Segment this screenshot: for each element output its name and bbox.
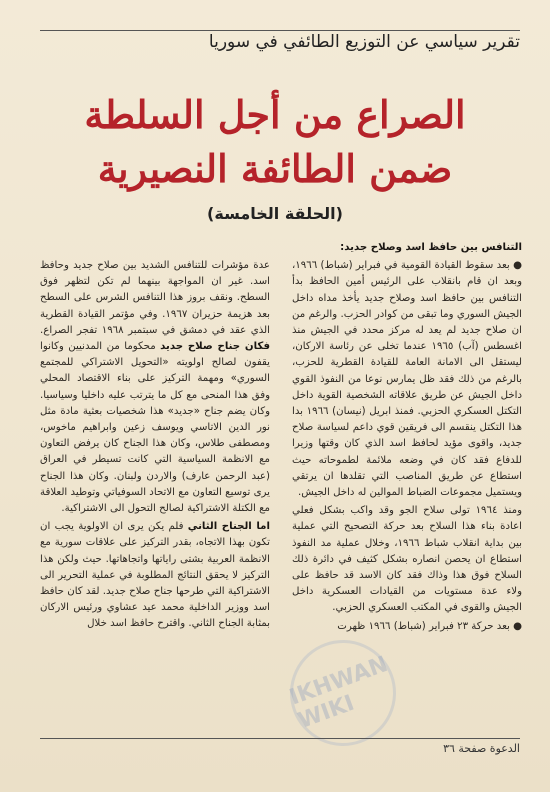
left-paragraph-1-continued: محكوما من المدنيين وكانوا يقفون لصالح اولويته «التحويل الاشتراكي للمجتمع السوري» ومهمة التركيز على بناء الاقتصاد المحلي وفق هذا المنحى مع كل ما يترتب عليه داخليا وسياسيا. وكان يضم جناح «جديد» هذا شخصيات بعثية مادة مثل نور الدين الاتاسي ويوسف زعين وابراهيم ماخوس، ومصطفى طلاس، وكان هذا الجناح كان يرفض التعاون مع الانظمة السياسية التي كانت تسيطر في العراق (عبد الرحمن عارف) والاردن ولبنان. وكان هذا الجناح يرى توسيع التعاون مع الاتحاد السوفياتي وتوطيد العلاقة مع الكتلة الاشتراكية لصالح التحول الى الاشتراكية. [40, 341, 270, 515]
headline-line-2: ضمن الطائفة النصيرية [97, 146, 453, 191]
left-paragraph-1 [40, 258, 270, 517]
right-paragraph-1: ● بعد سقوط القيادة القومية في فبراير (شباط) ١٩٦٦، وبعد ان قام بانقلاب على الرئيس أمين الحافظ بدأ التنافس بين حافظ اسد وصلاح جديد يأخذ مداه داخل الجيش السوري وما تبقى من كوادر الحزب. والرغم من ان صلاح جديد لم يعد له مركز محدد في الجيش منذ اغسطس (آب) ١٩٦٥ عندما تخلى عن رئاسة الاركان، ليستقل الى الامانة العامة للقيادة القطرية للحزب، بالرغم من ذلك فقد ظل يمارس نوعا من النفوذ القوي داخل الجيش عن طريق علاقاته الشخصية القوية داخل التكتل العسكري الحزبي. فمنذ ابريل (نيسان) ١٩٦٦ بدا هذا التكتل ينقسم الى فريقين قوي داعم لسياسة صلاح جديد، واقوى مؤيد لحافظ اسد الذي كان وقتها وزيرا للدفاع فقد كان في وضعه ملائمة لطموحاته حيث استطاع عن طريق المناصب التي تقلدها ان يرتقي ويستميل مجموعات الضباط الموالين له داخل الجيش. [292, 260, 522, 499]
left-paragraph-2-head: اما الجناح الثاني [187, 521, 270, 533]
headline-line-1: الصراع من أجل السلطة [84, 92, 466, 137]
article-headline [70, 88, 480, 196]
installment-label: (الحلقة الخامسة) [207, 204, 343, 223]
right-paragraph-3: ● بعد حركة ٢٣ فبراير (شباط) ١٩٦٦ ظهرت [337, 620, 522, 632]
left-paragraph-1-text: عدة مؤشرات للتنافس الشديد بين صلاح جديد وحافظ اسد. غير ان المواجهة بينهما لم تكن لتظهر فوق السطح. ونقف بروز هذا التنافس الشرس على السطح بعد هزيمة حزيران ١٩٦٧. وفي مؤتمر القيادة القطرية الذي عقد في دمشق في سبتمبر ١٩٦٨ تفجر الصراع. [40, 260, 270, 336]
left-column [40, 258, 270, 738]
header-rule [40, 30, 520, 31]
right-paragraph-2: ومنذ ١٩٦٤ تولى سلاح الجو وقد واكب بشكل فعلي اعادة بناء هذا السلاح بعد حركة التصحيح التي عملية بين بداية انقلاب شباط ١٩٦٦، وخلال عملية مد النفوذ استطاع ان يحصن انصاره بشكل كثيف في دائرة ذلك السلاح فوق هذا وذاك فقد كان الاسد قد حافظ على ولاء عدة مستويات من القيادات العسكرية داخل الجيش والقوى في المكتب العسكري الحزبي. [292, 505, 522, 614]
left-paragraph-1-bold: فكان جناح صلاح جديد [160, 341, 270, 353]
footer-rule [40, 738, 520, 739]
right-column [292, 240, 522, 712]
series-title: تقرير سياسي عن التوزيع الطائفي في سوريا [208, 32, 520, 52]
page-footer: الدعوة صفحة ٣٦ [443, 742, 520, 755]
watermark-text: IKHWAN WIKI [286, 652, 392, 734]
left-paragraph-2-text: فلم يكن يرى ان الاولوية يجب ان تكون بهذا الاتجاه، بقدر التركيز على علاقات سورية مع الانظمة العربية بشتى راياتها واتجاهاتها. حيث ولكن هذا التركيز لا يحقق النتائج المطلوبة في عملية التحرير الى الاشتراكية التي طرحها جناح صلاح جديد. لقد كان حافظ اسد ووزير الداخلية محمد عيد عشاوي ورئيس الاركان بمثابة الجناح الثاني. واقترح حافظ اسد خلال [40, 521, 270, 630]
left-paragraph-2 [40, 519, 270, 632]
section-title: التنافس بين حافظ اسد وصلاح جديد: [340, 242, 522, 253]
